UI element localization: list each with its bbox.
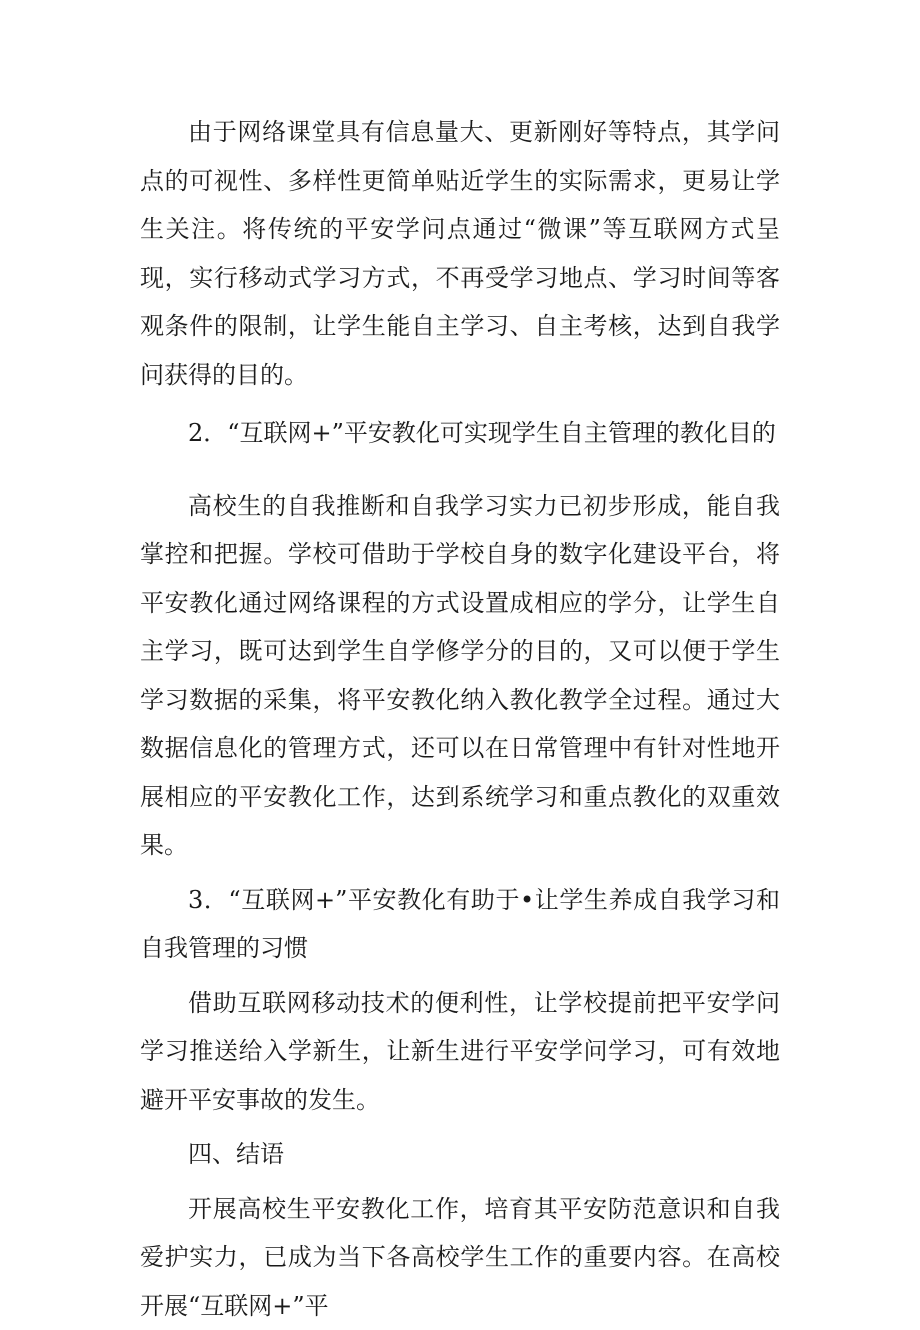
paragraph-mobile-technology: 借助互联网移动技术的便利性，让学校提前把平安学问学习推送给入学新生，让新生进行平安学问学习，可有效地避开平安事故的发生。 — [140, 979, 780, 1125]
section-heading-3: 3．“互联网+”平安教化有助于•让学生养成自我学习和自我管理的习惯 — [140, 876, 780, 973]
section-heading-2: 2．“互联网+”平安教化可实现学生自主管理的教化目的 — [140, 409, 780, 458]
paragraph-self-management: 高校生的自我推断和自我学习实力已初步形成，能自我掌控和把握。学校可借助于学校自身的数字化建设平台，将平安教化通过网络课程的方式设置成相应的学分，让学生自主学习，既可达到学生自学修学分的目的，又可以便于学生学习数据的采集，将平安教化纳入教化教学全过程。通过大数据信息化的管理方式，还可以在日常管理中有针对性地开展相应的平安教化工作，达到系统学习和重点教化的双重效果。 — [140, 482, 780, 870]
section-heading-conclusion: 四、结语 — [140, 1130, 780, 1179]
paragraph-network-classroom: 由于网络课堂具有信息量大、更新刚好等特点，其学问点的可视性、多样性更简单贴近学生的实际需求，更易让学生关注。将传统的平安学问点通过“微课”等互联网方式呈现，实行移动式学习方式，不再受学习地点、学习时间等客观条件的限制，让学生能自主学习、自主考核，达到自我学问获得的目的。 — [140, 108, 780, 399]
document-body — [140, 108, 780, 1330]
paragraph-conclusion: 开展高校生平安教化工作，培育其平安防范意识和自我爱护实力，已成为当下各高校学生工作的重要内容。在高校开展“互联网+”平 — [140, 1185, 780, 1330]
